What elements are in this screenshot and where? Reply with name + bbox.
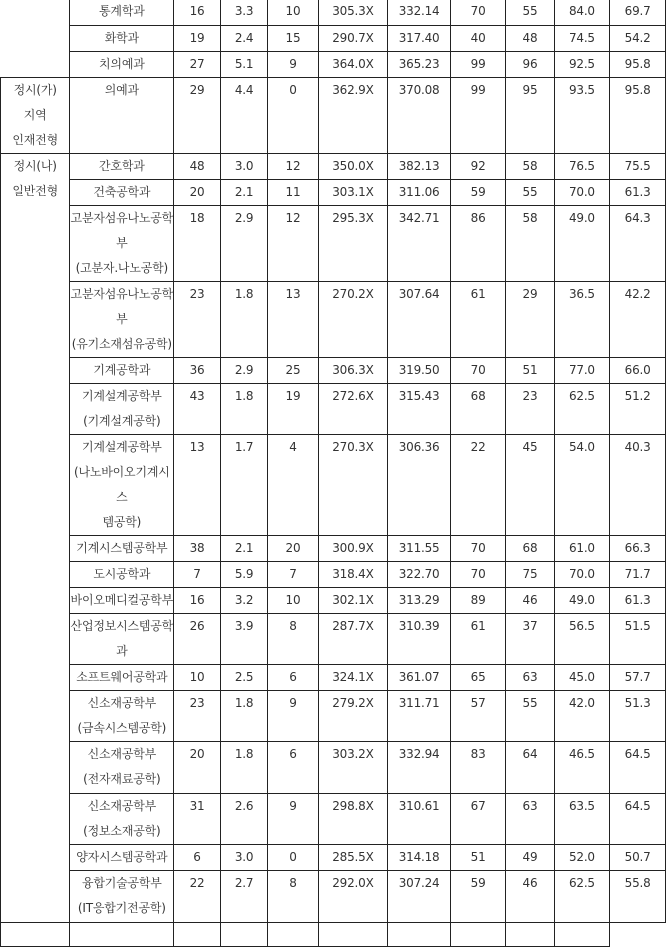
score-sum-cell: 318.4X — [318, 562, 388, 588]
department-name: 양자시스템공학과 — [76, 850, 168, 864]
rate-cell: 2.4 — [220, 26, 268, 52]
quota-cell: 22 — [174, 871, 220, 923]
inquiry-cell: 40.3 — [610, 435, 666, 536]
additional-cell: 19 — [268, 384, 318, 435]
math-cell: 37 — [506, 614, 554, 665]
math-cell: 64 — [506, 742, 554, 794]
math-cell: 55 — [506, 180, 554, 206]
department-name: (금속시스템공학) — [77, 721, 167, 735]
quota-cell: 16 — [174, 588, 220, 614]
score-sum-cell: 350.0X — [318, 154, 388, 180]
admission-group-label: 인재전형 — [12, 133, 58, 147]
empty-cell — [388, 923, 451, 947]
department-cell — [70, 562, 174, 588]
quota-cell: 19 — [174, 26, 220, 52]
department-cell — [70, 845, 174, 871]
english-cell: 70.0 — [554, 562, 610, 588]
english-cell: 84.0 — [554, 0, 610, 26]
table-row — [1, 742, 666, 794]
table-row — [1, 588, 666, 614]
inquiry-cell: 57.7 — [610, 665, 666, 691]
math-cell: 23 — [506, 384, 554, 435]
department-name: 화학과 — [104, 31, 139, 45]
quota-cell: 23 — [174, 282, 220, 358]
table-row — [1, 0, 666, 26]
department-name: 신소재공학부 — [87, 799, 156, 813]
score-sum-cell: 364.0X — [318, 52, 388, 78]
department-cell — [70, 536, 174, 562]
department-cell — [70, 435, 174, 536]
additional-cell: 13 — [268, 282, 318, 358]
score-avg-cell: 319.50 — [388, 358, 451, 384]
korean-cell: 40 — [450, 26, 505, 52]
english-cell: 62.5 — [554, 384, 610, 435]
quota-cell: 13 — [174, 435, 220, 536]
score-avg-cell: 365.23 — [388, 52, 451, 78]
rate-cell: 5.1 — [220, 52, 268, 78]
department-cell — [70, 154, 174, 180]
additional-cell: 10 — [268, 588, 318, 614]
additional-cell: 10 — [268, 0, 318, 26]
english-cell: 92.5 — [554, 52, 610, 78]
score-avg-cell: 313.29 — [388, 588, 451, 614]
math-cell: 55 — [506, 0, 554, 26]
math-cell: 58 — [506, 154, 554, 180]
quota-cell: 16 — [174, 0, 220, 26]
department-cell — [70, 206, 174, 282]
inquiry-cell: 51.5 — [610, 614, 666, 665]
quota-cell: 31 — [174, 794, 220, 845]
table-row — [1, 26, 666, 52]
math-cell: 63 — [506, 665, 554, 691]
department-name: (IT응합기전공학) — [77, 901, 166, 915]
quota-cell: 20 — [174, 180, 220, 206]
korean-cell: 57 — [450, 691, 505, 742]
inquiry-cell: 66.0 — [610, 358, 666, 384]
english-cell: 52.0 — [554, 845, 610, 871]
additional-cell: 20 — [268, 536, 318, 562]
empty-cell — [450, 923, 505, 947]
quota-cell: 36 — [174, 358, 220, 384]
department-cell — [70, 588, 174, 614]
score-sum-cell: 300.9X — [318, 536, 388, 562]
inquiry-cell: 95.8 — [610, 52, 666, 78]
rate-cell: 1.7 — [220, 435, 268, 536]
rate-cell: 1.8 — [220, 691, 268, 742]
score-sum-cell: 324.1X — [318, 665, 388, 691]
table-row — [1, 78, 666, 154]
korean-cell: 70 — [450, 562, 505, 588]
score-avg-cell: 310.39 — [388, 614, 451, 665]
department-name: 기계설계공학부 — [81, 389, 162, 403]
additional-cell: 9 — [268, 691, 318, 742]
department-name: 치의예과 — [99, 57, 145, 71]
table-row — [1, 614, 666, 665]
department-name: 기계시스템공학부 — [76, 541, 168, 555]
inquiry-cell: 71.7 — [610, 562, 666, 588]
empty-cell — [268, 923, 318, 947]
additional-cell: 12 — [268, 206, 318, 282]
korean-cell: 22 — [450, 435, 505, 536]
inquiry-cell: 64.5 — [610, 742, 666, 794]
rate-cell: 3.3 — [220, 0, 268, 26]
department-name: 산업정보시스템공학 — [70, 619, 174, 633]
english-cell: 36.5 — [554, 282, 610, 358]
admission-group-cell — [1, 154, 70, 923]
english-cell: 49.0 — [554, 588, 610, 614]
inquiry-cell: 55.8 — [610, 871, 666, 923]
rate-cell: 1.8 — [220, 742, 268, 794]
department-name: 도시공학과 — [93, 567, 151, 581]
department-name: 템공학) — [102, 515, 142, 529]
english-cell: 76.5 — [554, 154, 610, 180]
additional-cell: 25 — [268, 358, 318, 384]
rate-cell: 3.2 — [220, 588, 268, 614]
score-avg-cell: 311.71 — [388, 691, 451, 742]
score-avg-cell: 314.18 — [388, 845, 451, 871]
department-name: (나노바이오기계시스 — [74, 465, 170, 504]
empty-cell — [318, 923, 388, 947]
rate-cell: 2.7 — [220, 871, 268, 923]
score-sum-cell: 306.3X — [318, 358, 388, 384]
rate-cell: 2.5 — [220, 665, 268, 691]
department-cell — [70, 52, 174, 78]
empty-cell — [1, 923, 70, 947]
korean-cell: 61 — [450, 614, 505, 665]
table-row — [1, 562, 666, 588]
rate-cell: 5.9 — [220, 562, 268, 588]
inquiry-cell: 64.5 — [610, 794, 666, 845]
math-cell: 75 — [506, 562, 554, 588]
score-sum-cell: 287.7X — [318, 614, 388, 665]
admission-group-cell — [1, 78, 70, 154]
additional-cell: 0 — [268, 78, 318, 154]
table-row — [1, 691, 666, 742]
additional-cell: 7 — [268, 562, 318, 588]
empty-cell — [554, 923, 610, 947]
additional-cell: 0 — [268, 845, 318, 871]
rate-cell: 2.6 — [220, 794, 268, 845]
inquiry-cell: 42.2 — [610, 282, 666, 358]
score-avg-cell: 382.13 — [388, 154, 451, 180]
math-cell: 46 — [506, 871, 554, 923]
department-name: 과 — [116, 644, 128, 658]
english-cell: 45.0 — [554, 665, 610, 691]
department-cell — [70, 384, 174, 435]
quota-cell: 29 — [174, 78, 220, 154]
table-row — [1, 435, 666, 536]
inquiry-cell: 50.7 — [610, 845, 666, 871]
quota-cell: 10 — [174, 665, 220, 691]
korean-cell: 59 — [450, 180, 505, 206]
math-cell: 46 — [506, 588, 554, 614]
department-name: 바이오메디컬공학부 — [70, 593, 174, 607]
score-avg-cell: 322.70 — [388, 562, 451, 588]
english-cell: 42.0 — [554, 691, 610, 742]
table-row — [1, 282, 666, 358]
math-cell: 95 — [506, 78, 554, 154]
department-cell — [70, 26, 174, 52]
department-name: 기계설계공학부 — [81, 440, 162, 454]
english-cell: 74.5 — [554, 26, 610, 52]
english-cell: 56.5 — [554, 614, 610, 665]
score-avg-cell: 306.36 — [388, 435, 451, 536]
department-name: (고분자.나노공학) — [75, 261, 168, 275]
score-avg-cell: 332.94 — [388, 742, 451, 794]
score-sum-cell: 290.7X — [318, 26, 388, 52]
korean-cell: 65 — [450, 665, 505, 691]
additional-cell: 12 — [268, 154, 318, 180]
quota-cell: 7 — [174, 562, 220, 588]
inquiry-cell: 61.3 — [610, 180, 666, 206]
english-cell: 61.0 — [554, 536, 610, 562]
rate-cell: 2.1 — [220, 180, 268, 206]
score-sum-cell: 292.0X — [318, 871, 388, 923]
table-row — [1, 794, 666, 845]
department-cell — [70, 614, 174, 665]
additional-cell: 9 — [268, 52, 318, 78]
department-cell — [70, 794, 174, 845]
table-row — [1, 845, 666, 871]
department-name: (유기소재섬유공학) — [71, 337, 172, 351]
quota-cell: 43 — [174, 384, 220, 435]
additional-cell: 8 — [268, 614, 318, 665]
quota-cell: 27 — [174, 52, 220, 78]
rate-cell: 1.8 — [220, 384, 268, 435]
table-row — [1, 358, 666, 384]
score-sum-cell: 272.6X — [318, 384, 388, 435]
english-cell: 54.0 — [554, 435, 610, 536]
department-cell — [70, 78, 174, 154]
korean-cell: 99 — [450, 52, 505, 78]
inquiry-cell: 64.3 — [610, 206, 666, 282]
inquiry-cell: 75.5 — [610, 154, 666, 180]
department-name: (기계설계공학) — [83, 414, 161, 428]
empty-cell — [174, 923, 220, 947]
quota-cell: 18 — [174, 206, 220, 282]
department-name: 기계공학과 — [93, 363, 151, 377]
rate-cell: 3.0 — [220, 154, 268, 180]
score-avg-cell: 307.24 — [388, 871, 451, 923]
department-cell — [70, 691, 174, 742]
rate-cell: 3.0 — [220, 845, 268, 871]
rate-cell: 2.9 — [220, 206, 268, 282]
korean-cell: 89 — [450, 588, 505, 614]
additional-cell: 4 — [268, 435, 318, 536]
rate-cell: 4.4 — [220, 78, 268, 154]
department-name: 간호학과 — [99, 159, 145, 173]
score-avg-cell: 342.71 — [388, 206, 451, 282]
quota-cell: 38 — [174, 536, 220, 562]
department-cell — [70, 358, 174, 384]
rate-cell: 2.9 — [220, 358, 268, 384]
score-avg-cell: 315.43 — [388, 384, 451, 435]
department-cell — [70, 0, 174, 26]
math-cell: 51 — [506, 358, 554, 384]
score-sum-cell: 285.5X — [318, 845, 388, 871]
korean-cell: 86 — [450, 206, 505, 282]
score-avg-cell: 307.64 — [388, 282, 451, 358]
department-cell — [70, 282, 174, 358]
department-name: (정보소재공학) — [83, 824, 161, 838]
empty-cell — [70, 923, 174, 947]
admission-group-label: 지역 — [23, 108, 47, 122]
english-cell: 62.5 — [554, 871, 610, 923]
additional-cell: 15 — [268, 26, 318, 52]
department-name: 고분자섬유나노공학부 — [70, 287, 174, 326]
math-cell: 58 — [506, 206, 554, 282]
table-row — [1, 665, 666, 691]
department-name: 신소재공학부 — [87, 696, 156, 710]
table-row — [1, 384, 666, 435]
score-avg-cell: 311.06 — [388, 180, 451, 206]
admission-group-label: 정시(나) — [13, 159, 57, 173]
quota-cell: 23 — [174, 691, 220, 742]
english-cell: 77.0 — [554, 358, 610, 384]
inquiry-cell: 69.7 — [610, 0, 666, 26]
score-sum-cell: 362.9X — [318, 78, 388, 154]
korean-cell: 99 — [450, 78, 505, 154]
score-sum-cell: 295.3X — [318, 206, 388, 282]
korean-cell: 68 — [450, 384, 505, 435]
korean-cell: 67 — [450, 794, 505, 845]
math-cell: 68 — [506, 536, 554, 562]
score-sum-cell: 303.2X — [318, 742, 388, 794]
quota-cell: 48 — [174, 154, 220, 180]
rate-cell: 2.1 — [220, 536, 268, 562]
score-sum-cell: 302.1X — [318, 588, 388, 614]
korean-cell: 51 — [450, 845, 505, 871]
english-cell: 93.5 — [554, 78, 610, 154]
table-row — [1, 154, 666, 180]
english-cell: 46.5 — [554, 742, 610, 794]
korean-cell: 70 — [450, 358, 505, 384]
math-cell: 96 — [506, 52, 554, 78]
korean-cell: 61 — [450, 282, 505, 358]
department-name: 신소재공학부 — [87, 747, 156, 761]
table-row — [1, 52, 666, 78]
quota-cell: 20 — [174, 742, 220, 794]
department-cell — [70, 180, 174, 206]
additional-cell: 6 — [268, 665, 318, 691]
additional-cell: 6 — [268, 742, 318, 794]
quota-cell: 6 — [174, 845, 220, 871]
table-row — [1, 871, 666, 923]
department-cell — [70, 665, 174, 691]
department-name: 의예과 — [104, 83, 139, 97]
admission-group-label: 일반전형 — [12, 184, 58, 198]
empty-cell — [506, 923, 554, 947]
math-cell: 55 — [506, 691, 554, 742]
admission-group-label: 정시(가) — [13, 83, 57, 97]
math-cell: 45 — [506, 435, 554, 536]
inquiry-cell: 95.8 — [610, 78, 666, 154]
department-name: 융합기술공학부 — [81, 876, 162, 890]
admission-group-cell — [1, 0, 70, 78]
inquiry-cell: 61.3 — [610, 588, 666, 614]
table-row — [1, 923, 666, 947]
score-sum-cell: 303.1X — [318, 180, 388, 206]
quota-cell: 26 — [174, 614, 220, 665]
score-avg-cell: 317.40 — [388, 26, 451, 52]
math-cell: 29 — [506, 282, 554, 358]
department-cell — [70, 742, 174, 794]
inquiry-cell: 51.2 — [610, 384, 666, 435]
department-name: 소프트웨어공학과 — [76, 670, 168, 684]
inquiry-cell: 51.3 — [610, 691, 666, 742]
math-cell: 49 — [506, 845, 554, 871]
table-row — [1, 180, 666, 206]
score-sum-cell: 270.2X — [318, 282, 388, 358]
score-avg-cell: 332.14 — [388, 0, 451, 26]
score-sum-cell: 298.8X — [318, 794, 388, 845]
additional-cell: 11 — [268, 180, 318, 206]
rate-cell: 3.9 — [220, 614, 268, 665]
table-row — [1, 206, 666, 282]
score-sum-cell: 305.3X — [318, 0, 388, 26]
additional-cell: 8 — [268, 871, 318, 923]
department-name: 통계학과 — [99, 4, 145, 18]
korean-cell: 59 — [450, 871, 505, 923]
score-sum-cell: 270.3X — [318, 435, 388, 536]
inquiry-cell: 66.3 — [610, 536, 666, 562]
department-cell — [70, 871, 174, 923]
department-name: 건축공학과 — [93, 185, 151, 199]
department-name: (전자재료공학) — [83, 772, 161, 786]
score-avg-cell: 370.08 — [388, 78, 451, 154]
department-name: 고분자섬유나노공학부 — [70, 211, 174, 250]
table-row — [1, 536, 666, 562]
korean-cell: 92 — [450, 154, 505, 180]
empty-cell — [220, 923, 268, 947]
math-cell: 63 — [506, 794, 554, 845]
score-sum-cell: 279.2X — [318, 691, 388, 742]
score-avg-cell: 310.61 — [388, 794, 451, 845]
english-cell: 49.0 — [554, 206, 610, 282]
english-cell: 63.5 — [554, 794, 610, 845]
english-cell: 70.0 — [554, 180, 610, 206]
score-avg-cell: 361.07 — [388, 665, 451, 691]
rate-cell: 1.8 — [220, 282, 268, 358]
inquiry-cell: 54.2 — [610, 26, 666, 52]
additional-cell: 9 — [268, 794, 318, 845]
korean-cell: 70 — [450, 536, 505, 562]
korean-cell: 83 — [450, 742, 505, 794]
score-avg-cell: 311.55 — [388, 536, 451, 562]
math-cell: 48 — [506, 26, 554, 52]
korean-cell: 70 — [450, 0, 505, 26]
